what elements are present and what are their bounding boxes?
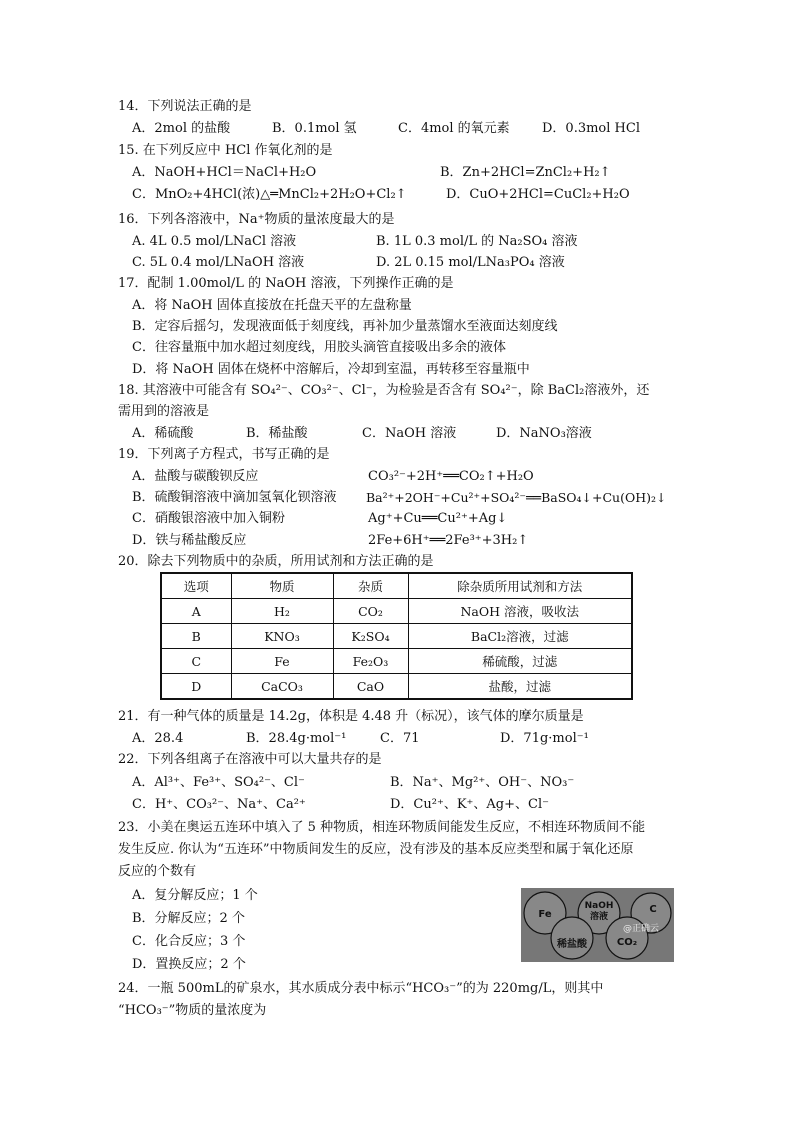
q23-option-b: B．分解反应；2 个 bbox=[132, 911, 245, 926]
table-cell: B bbox=[161, 624, 231, 649]
q17-stem: 17．配制 1.00mol/L 的 NaOH 溶液，下列操作正确的是 bbox=[118, 276, 454, 291]
table-header-cell: 除杂质所用试剂和方法 bbox=[408, 573, 632, 599]
ring-label-c: C bbox=[649, 904, 657, 915]
table-cell: H₂ bbox=[231, 599, 333, 624]
table-row bbox=[161, 649, 632, 674]
q24-stem-line2: “HCO₃⁻”物质的量浓度为 bbox=[118, 1003, 267, 1018]
q22-option-d: D．Cu²⁺、K⁺、Ag+、Cl⁻ bbox=[390, 797, 549, 812]
ring-label-naoh: NaOH bbox=[584, 901, 614, 911]
ring-label-hcl: 稀盐酸 bbox=[557, 939, 587, 950]
table-header-cell: 物质 bbox=[231, 573, 333, 599]
q18-option-a: A．稀硫酸 bbox=[132, 426, 194, 441]
q21-option-b: B．28.4g·mol⁻¹ bbox=[246, 731, 347, 746]
q18-option-b: B．稀盐酸 bbox=[246, 426, 308, 441]
q14-option-a: A．2mol 的盐酸 bbox=[132, 121, 231, 136]
q23-stem-line2: 发生反应. 你认为“五连环”中物质间发生的反应，没有涉及的基本反应类型和属于氧化还原 bbox=[118, 842, 634, 857]
q21-option-c: C．71 bbox=[380, 731, 420, 746]
q19-option-a: A．盐酸与碳酸钡反应 bbox=[132, 469, 259, 484]
table-cell: BaCl₂溶液，过滤 bbox=[408, 624, 632, 649]
table-cell: Fe bbox=[231, 649, 333, 674]
q19-stem: 19．下列离子方程式，书写正确的是 bbox=[118, 447, 330, 462]
q23-stem-line1: 23．小美在奥运五连环中填入了 5 种物质，相连环物质间能发生反应，不相连环物质间不能 bbox=[118, 820, 646, 835]
ring-label-solution: 溶液 bbox=[589, 912, 609, 922]
ring-label-co2: CO₂ bbox=[616, 937, 638, 948]
q23-option-c: C．化合反应；3 个 bbox=[132, 934, 246, 949]
q17-option-b: B．定容后摇匀，发现液面低于刻度线，再补加少量蒸馏水至液面达刻度线 bbox=[132, 319, 558, 334]
q19-option-c: C．硝酸银溶液中加入铜粉 bbox=[132, 511, 285, 526]
q20-stem: 20．除去下列物质中的杂质，所用试剂和方法正确的是 bbox=[118, 554, 434, 569]
q17-option-c: C．往容量瓶中加水超过刻度线，用胶头滴管直接吸出多余的液体 bbox=[132, 340, 506, 355]
q15-option-c: C．MnO₂+4HCl(浓)△═MnCl₂+2H₂O+Cl₂↑ bbox=[132, 187, 407, 202]
table-cell: Fe₂O₃ bbox=[333, 649, 408, 674]
q14-stem: 14．下列说法正确的是 bbox=[118, 99, 252, 114]
table-header-row bbox=[161, 573, 632, 599]
table-header-cell: 杂质 bbox=[333, 573, 408, 599]
q14-option-b: B．0.1mol 氢 bbox=[272, 121, 357, 136]
q21-option-d: D．71g·mol⁻¹ bbox=[500, 731, 589, 746]
q23-option-a: A．复分解反应；1 个 bbox=[132, 888, 258, 903]
ring-label-fe: Fe bbox=[538, 909, 552, 920]
q19-equation-c: Ag⁺+Cu══Cu²⁺+Ag↓ bbox=[368, 511, 508, 526]
q14-option-d: D．0.3mol HCl bbox=[542, 121, 640, 136]
q16-option-b: B. 1L 0.3 mol/L 的 Na₂SO₄ 溶液 bbox=[376, 234, 578, 249]
table-cell: A bbox=[161, 599, 231, 624]
q18-option-d: D．NaNO₃溶液 bbox=[496, 426, 592, 441]
table-cell: CaO bbox=[333, 674, 408, 700]
q19-equation-d: 2Fe+6H⁺══2Fe³⁺+3H₂↑ bbox=[368, 533, 529, 548]
table-row bbox=[161, 624, 632, 649]
q17-option-a: A．将 NaOH 固体直接放在托盘天平的左盘称量 bbox=[132, 298, 412, 313]
table-cell: 稀硫酸，过滤 bbox=[408, 649, 632, 674]
q16-option-a: A. 4L 0.5 mol/LNaCl 溶液 bbox=[132, 234, 297, 249]
q19-option-b: B．硫酸铜溶液中滴加氢氧化钡溶液 bbox=[132, 490, 337, 505]
table-cell: 盐酸，过滤 bbox=[408, 674, 632, 700]
q22-option-b: B．Na⁺、Mg²⁺、OH⁻、NO₃⁻ bbox=[390, 775, 575, 790]
table-cell: C bbox=[161, 649, 231, 674]
q22-stem: 22．下列各组离子在溶液中可以大量共存的是 bbox=[118, 752, 382, 767]
table-cell: K₂SO₄ bbox=[333, 624, 408, 649]
watermark-label: @正确云 bbox=[622, 924, 660, 934]
q19-equation-a: CO₃²⁻+2H⁺══CO₂↑+H₂O bbox=[368, 469, 534, 484]
q15-option-d: D．CuO+2HCl=CuCl₂+H₂O bbox=[446, 187, 630, 202]
impurity-table bbox=[160, 572, 633, 700]
q16-stem: 16．下列各溶液中，Na⁺物质的量浓度最大的是 bbox=[118, 212, 395, 227]
q15-stem: 15. 在下列反应中 HCl 作氧化剂的是 bbox=[118, 143, 333, 158]
q18-stem-line2: 需用到的溶液是 bbox=[118, 404, 210, 419]
q23-option-d: D．置换反应；2 个 bbox=[132, 957, 246, 972]
q15-option-a: A．NaOH+HCl＝NaCl+H₂O bbox=[132, 165, 317, 180]
q19-option-d: D．铁与稀盐酸反应 bbox=[132, 533, 247, 548]
q23-stem-line3: 反应的个数有 bbox=[118, 864, 197, 879]
q21-option-a: A．28.4 bbox=[132, 731, 184, 746]
table-cell: CO₂ bbox=[333, 599, 408, 624]
q15-option-b: B．Zn+2HCl=ZnCl₂+H₂↑ bbox=[440, 165, 611, 180]
q17-option-d: D．将 NaOH 固体在烧杯中溶解后，冷却到室温，再转移至容量瓶中 bbox=[132, 362, 530, 377]
olympic-rings-figure bbox=[521, 888, 674, 962]
table-row bbox=[161, 674, 632, 700]
q16-option-d: D. 2L 0.15 mol/LNa₃PO₄ 溶液 bbox=[376, 255, 565, 270]
table-header-cell: 选项 bbox=[161, 573, 231, 599]
table-cell: KNO₃ bbox=[231, 624, 333, 649]
q18-stem-line1: 18. 其溶液中可能含有 SO₄²⁻、CO₃²⁻、Cl⁻，为检验是否含有 SO₄²⁻，除 BaCl₂溶液外，还 bbox=[118, 383, 650, 398]
q21-stem: 21．有一种气体的质量是 14.2g，体积是 4.48 升（标况），该气体的摩尔质量是 bbox=[118, 709, 584, 724]
ring-hcl bbox=[551, 917, 593, 959]
q24-stem-line1: 24．一瓶 500mL的矿泉水，其水质成分表中标示“HCO₃⁻”的为 220mg/L，则其中 bbox=[118, 981, 604, 996]
q22-option-c: C．H⁺、CO₃²⁻、Na⁺、Ca²⁺ bbox=[132, 797, 306, 812]
q16-option-c: C. 5L 0.4 mol/LNaOH 溶液 bbox=[132, 255, 305, 270]
q22-option-a: A．Al³⁺、Fe³⁺、SO₄²⁻、Cl⁻ bbox=[132, 775, 305, 790]
table-cell: CaCO₃ bbox=[231, 674, 333, 700]
table-row bbox=[161, 599, 632, 624]
q18-option-c: C．NaOH 溶液 bbox=[362, 426, 457, 441]
q19-equation-b: Ba²⁺+2OH⁻+Cu²⁺+SO₄²⁻══BaSO₄↓+Cu(OH)₂↓ bbox=[366, 490, 667, 505]
table-cell: NaOH 溶液，吸收法 bbox=[408, 599, 632, 624]
q14-option-c: C．4mol 的氧元素 bbox=[398, 121, 510, 136]
rings-diagram bbox=[521, 888, 674, 962]
table-cell: D bbox=[161, 674, 231, 700]
